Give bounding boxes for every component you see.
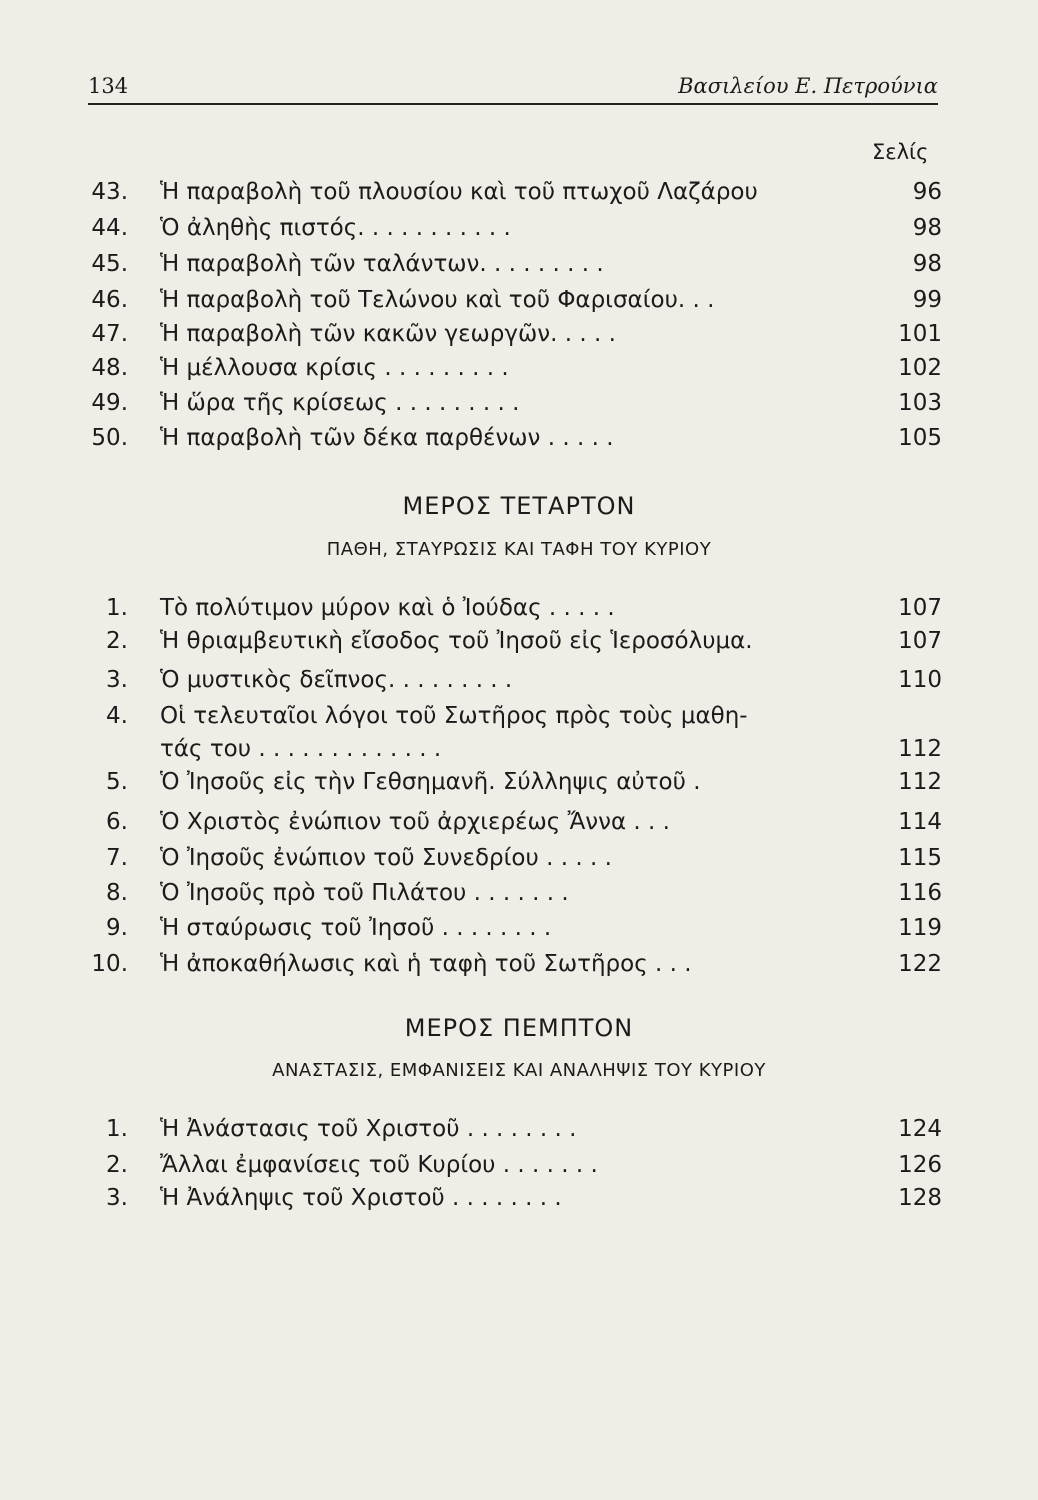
pages-column-label: Σελίς: [872, 140, 929, 164]
entry-title: Ἡ Ἀνάληψις τοῦ Χριστοῦ . . . . . . . .: [160, 1185, 562, 1211]
part4-heading: ΜΕΡΟΣ ΤΕΤΑΡΤΟΝ: [402, 492, 636, 520]
entry-number: 49.: [91, 390, 128, 416]
entry-number: 1.: [106, 1116, 128, 1142]
entry-page: 105: [898, 425, 942, 451]
toc-entry: [86, 387, 946, 419]
entry-title: Ὁ ἀληθὴς πιστός. . . . . . . . . . .: [160, 215, 511, 241]
entry-page: 107: [898, 595, 942, 621]
entry-title: Τὸ πολύτιμον μύρον καὶ ὁ Ἰούδας . . . . .: [160, 595, 615, 621]
entry-number: 47.: [91, 321, 128, 347]
running-head-author: Βασιλείου Ε. Πετρούνια: [678, 74, 938, 98]
entry-page: 101: [898, 321, 942, 347]
entry-page: 98: [912, 215, 942, 241]
entry-page: 99: [912, 287, 942, 313]
entry-page: 126: [898, 1152, 942, 1178]
entry-page: 119: [898, 915, 942, 941]
entry-title: Ἡ ἀποκαθήλωσις καὶ ἡ ταφὴ τοῦ Σωτῆρος . . .: [160, 951, 692, 977]
entry-number: 7.: [106, 845, 128, 871]
entry-title: Ὁ Ἰησοῦς ἐνώπιον τοῦ Συνεδρίου . . . . .: [160, 845, 612, 871]
entry-title: Ἄλλαι ἐμφανίσεις τοῦ Κυρίου . . . . . . .: [160, 1152, 598, 1178]
toc-entry: [86, 766, 946, 798]
entry-page: 116: [898, 880, 942, 906]
entry-page: 98: [912, 251, 942, 277]
entry-page: 122: [898, 951, 942, 977]
entry-title: Ἡ μέλλουσα κρίσις . . . . . . . . .: [160, 355, 509, 381]
entry-number: 5.: [106, 769, 128, 795]
entry-title: Ἡ ὥρα τῆς κρίσεως . . . . . . . . .: [160, 390, 520, 416]
entry-number: 8.: [106, 880, 128, 906]
entry-number: 2.: [106, 1152, 128, 1178]
entry-page: 114: [898, 809, 942, 835]
entry-number: 43.: [91, 179, 128, 205]
entry-title: Οἱ τελευταῖοι λόγοι τοῦ Σωτῆρος πρὸς τοὺς μαθη-: [160, 703, 748, 729]
entry-title: Ἡ παραβολὴ τοῦ πλουσίου καὶ τοῦ πτωχοῦ Λαζάρου: [160, 179, 758, 205]
toc-entry: [86, 422, 946, 454]
toc-entry: [86, 842, 946, 874]
entry-number: 3.: [106, 667, 128, 693]
entry-title: Ἡ σταύρωσις τοῦ Ἰησοῦ . . . . . . . .: [160, 915, 552, 941]
entry-title: Ἡ παραβολὴ τῶν ταλάντων. . . . . . . . .: [160, 251, 604, 277]
toc-entry: [86, 284, 946, 316]
entry-page: 110: [898, 667, 942, 693]
toc-entry: [86, 733, 946, 765]
toc-entry: [86, 625, 946, 657]
toc-entry: [86, 318, 946, 350]
entry-number: 2.: [106, 628, 128, 654]
entry-page: 107: [898, 628, 942, 654]
part5-subheading: ΑΝΑΣΤΑΣΙΣ, ΕΜΦΑΝΙΣΕΙΣ ΚΑΙ ΑΝΑΛΗΨΙΣ ΤΟΥ ΚΥΡΙΟΥ: [272, 1060, 766, 1081]
entry-title: Ἡ Ἀνάστασις τοῦ Χριστοῦ . . . . . . . .: [160, 1116, 577, 1142]
header-rule: [88, 103, 938, 105]
entry-number: 4.: [106, 703, 128, 729]
entry-title: Ἡ παραβολὴ τῶν κακῶν γεωργῶν. . . . .: [160, 321, 616, 347]
entry-page: 115: [898, 845, 942, 871]
entry-number: 10.: [91, 951, 128, 977]
entry-title: Ἡ παραβολὴ τῶν δέκα παρθένων . . . . .: [160, 425, 614, 451]
entry-title: Ὁ Ἰησοῦς πρὸ τοῦ Πιλάτου . . . . . . .: [160, 880, 569, 906]
entry-number: 9.: [106, 915, 128, 941]
toc-entry: [86, 1149, 946, 1181]
toc-entry: [86, 592, 946, 624]
part4-subheading: ΠΑΘΗ, ΣΤΑΥΡΩΣΙΣ ΚΑΙ ΤΑΦΗ ΤΟΥ ΚΥΡΙΟΥ: [326, 539, 712, 560]
toc-entry: [86, 700, 946, 732]
entry-title: τάς του . . . . . . . . . . . . .: [160, 736, 442, 762]
toc-entry: [86, 212, 946, 244]
entry-title: Ἡ παραβολὴ τοῦ Τελώνου καὶ τοῦ Φαρισαίου. . .: [160, 287, 715, 313]
entry-page: 112: [898, 769, 942, 795]
toc-entry: [86, 912, 946, 944]
toc-entry: [86, 352, 946, 384]
toc-entry: [86, 877, 946, 909]
entry-title: Ὁ Ἰησοῦς εἰς τὴν Γεθσημανῆ. Σύλληψις αὐτοῦ .: [160, 769, 701, 795]
toc-entry: [86, 948, 946, 980]
entry-page: 124: [898, 1116, 942, 1142]
entry-number: 44.: [91, 215, 128, 241]
entry-number: 45.: [91, 251, 128, 277]
toc-entry: [86, 664, 946, 696]
entry-page: 112: [898, 736, 942, 762]
page-number: 134: [88, 74, 129, 98]
entry-page: 96: [912, 179, 942, 205]
entry-number: 1.: [106, 595, 128, 621]
entry-number: 48.: [91, 355, 128, 381]
toc-entry: [86, 1113, 946, 1145]
entry-number: 46.: [91, 287, 128, 313]
entry-number: 50.: [91, 425, 128, 451]
toc-entry: [86, 1182, 946, 1214]
entry-title: Ὁ μυστικὸς δεῖπνος. . . . . . . . .: [160, 667, 513, 693]
toc-entry: [86, 248, 946, 280]
toc-entry: [86, 806, 946, 838]
entry-page: 102: [898, 355, 942, 381]
page-header: [88, 74, 938, 104]
toc-entry: [86, 176, 946, 208]
part5-heading: ΜΕΡΟΣ ΠΕΜΠΤΟΝ: [404, 1014, 634, 1042]
entry-title: Ὁ Χριστὸς ἐνώπιον τοῦ ἀρχιερέως Ἄννα . . .: [160, 809, 670, 835]
entry-page: 128: [898, 1185, 942, 1211]
entry-title: Ἡ θριαμβευτικὴ εἴσοδος τοῦ Ἰησοῦ εἰς Ἱεροσόλυμα.: [160, 628, 753, 654]
entry-page: 103: [898, 390, 942, 416]
entry-number: 6.: [106, 809, 128, 835]
entry-number: 3.: [106, 1185, 128, 1211]
